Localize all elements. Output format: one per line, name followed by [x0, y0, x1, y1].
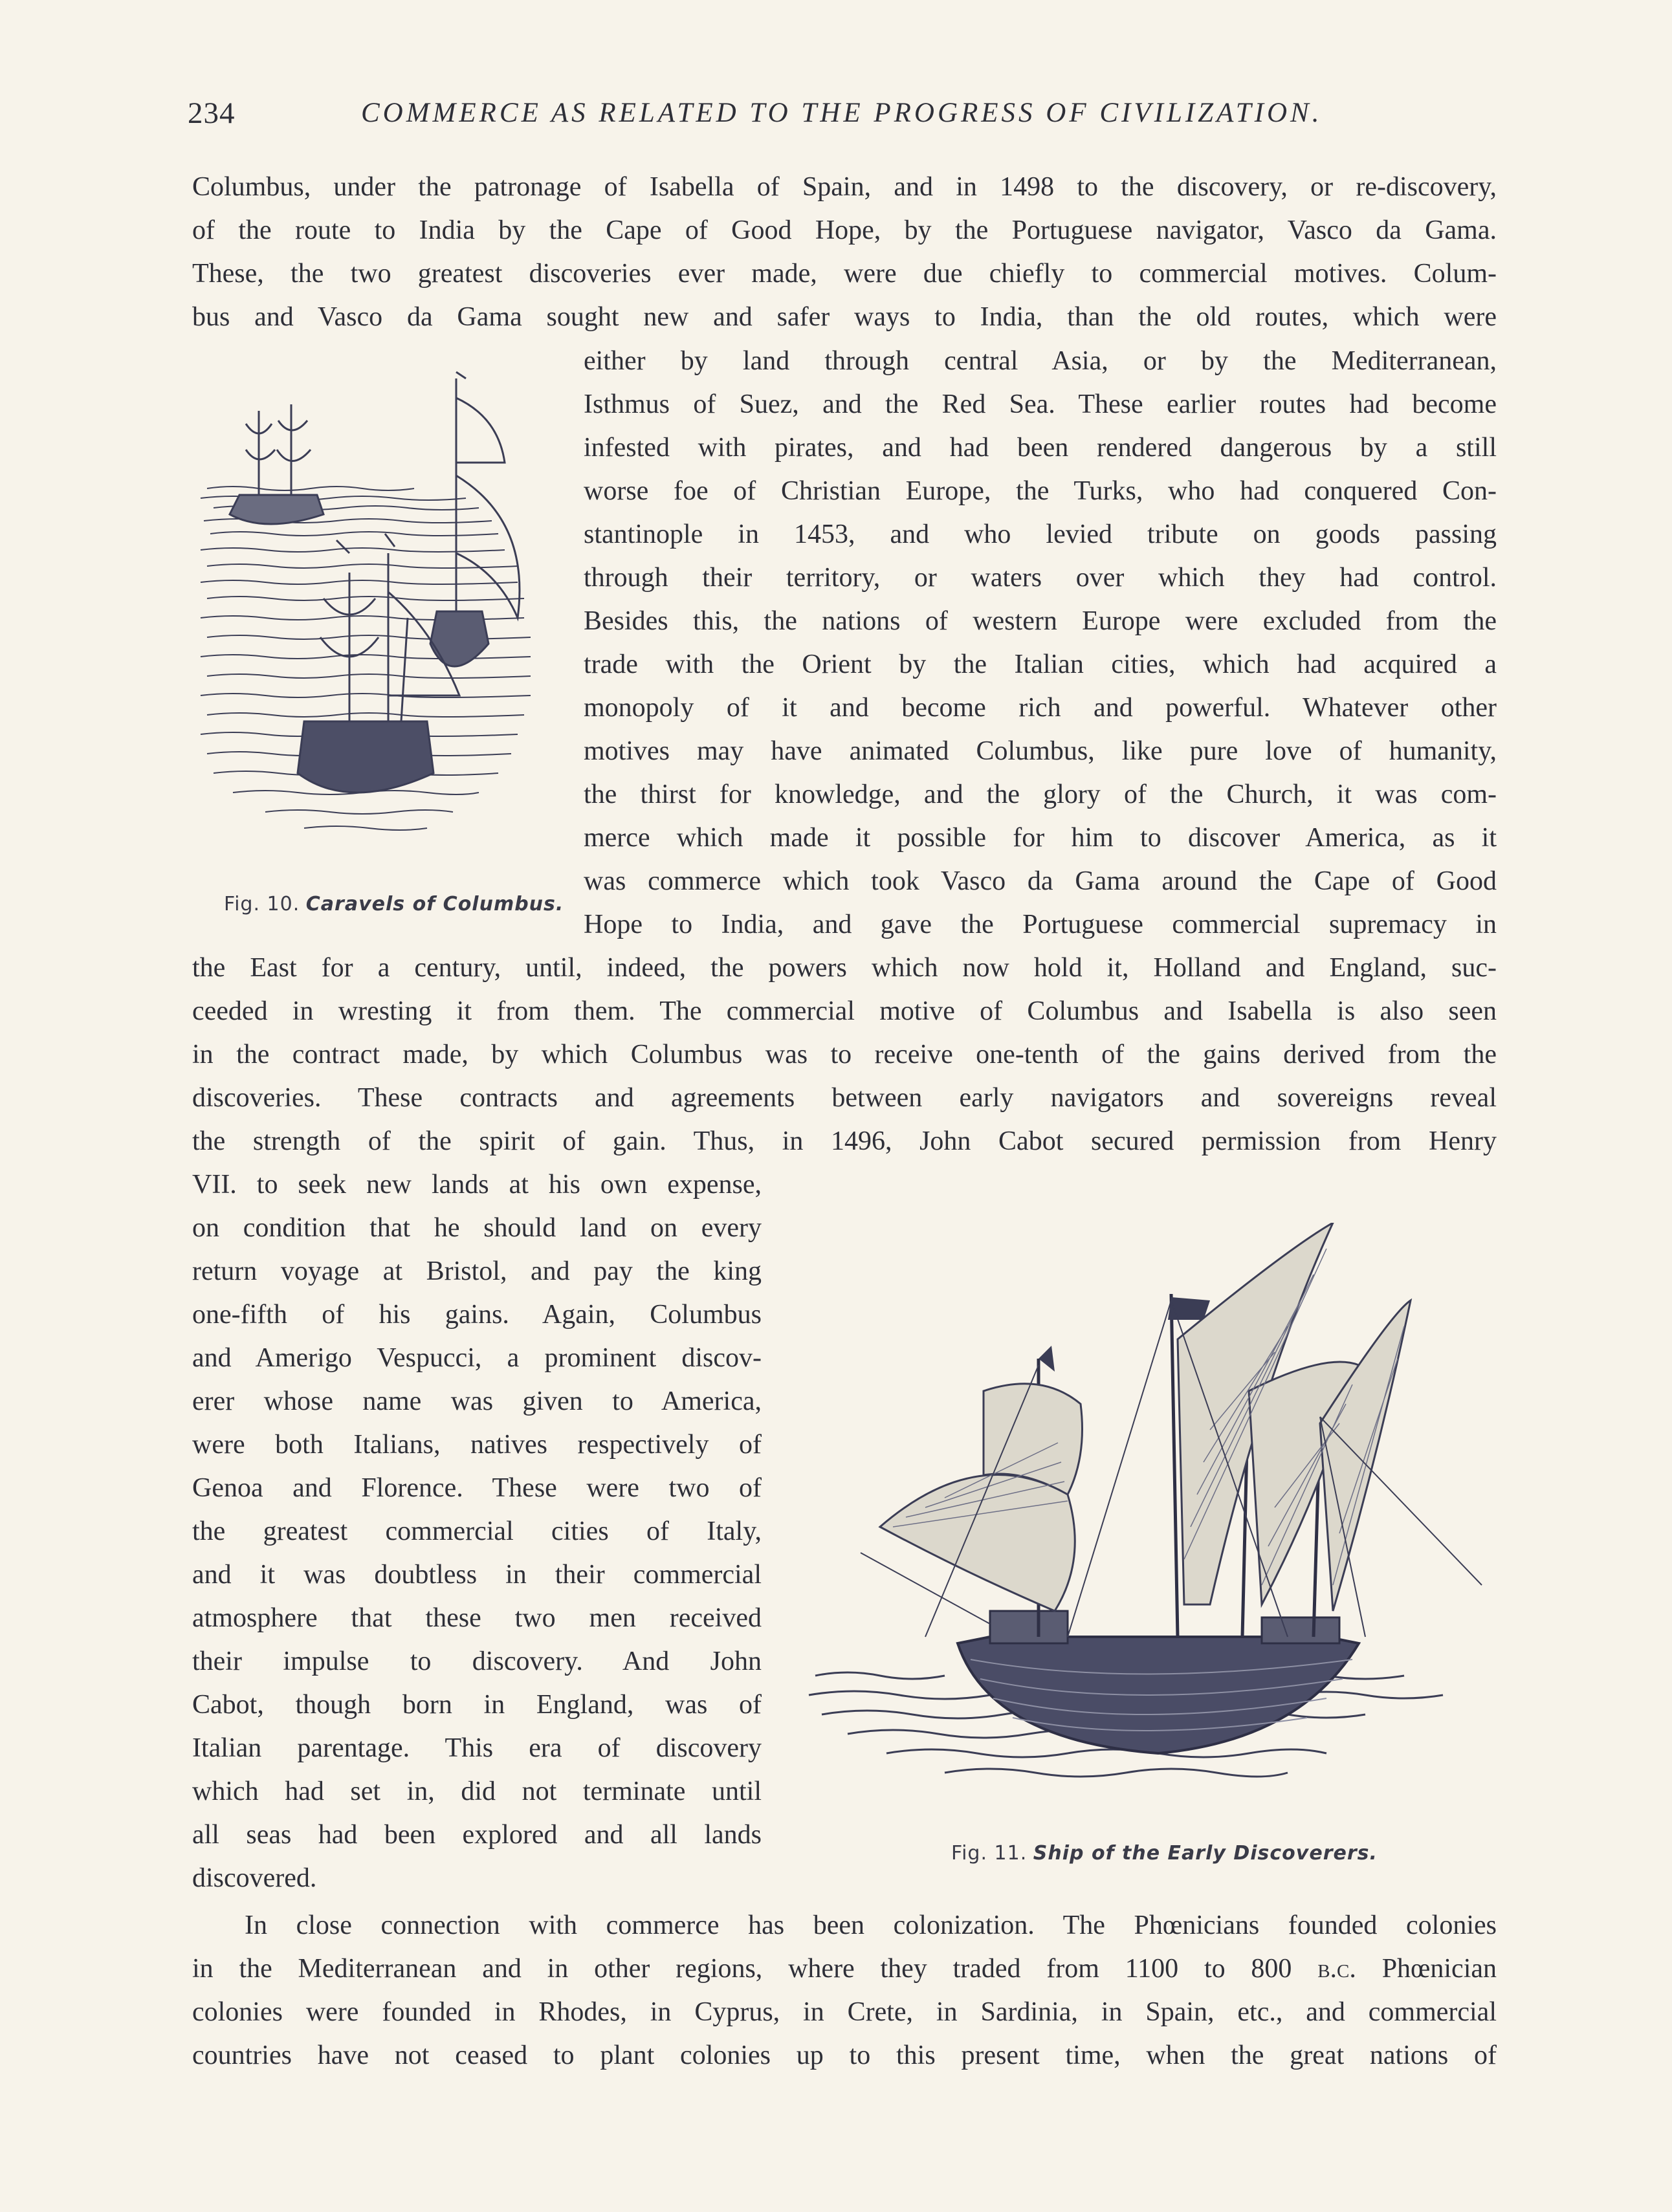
text-line: the strength of the spirit of gain. Thus, in 1496, John Cabot secured permission from Henry: [192, 1126, 1497, 1156]
text-line: Cabot, though born in England, was of: [192, 1690, 762, 1720]
text-line: Hope to India, and gave the Portuguese commercial supremacy in: [584, 910, 1497, 939]
figure-10-caption: [224, 893, 564, 915]
figure-caravels-of-columbus: [194, 359, 556, 890]
text-line: which had set in, did not terminate until: [192, 1777, 762, 1806]
text-line: These, the two greatest discoveries ever made, were due chiefly to commercial motives. Colum-: [192, 259, 1497, 289]
figure-ship-of-early-discoverers: [796, 1223, 1501, 1805]
text-line: erer whose name was given to America,: [192, 1386, 762, 1416]
caravels-engraving: [194, 359, 556, 890]
text-line: one-fifth of his gains. Again, Columbus: [192, 1300, 762, 1330]
text-line: through their territory, or waters over which they had control.: [584, 563, 1497, 593]
figure-10-number: Fig. 10.: [224, 893, 300, 915]
text-line: in the contract made, by which Columbus was to receive one-tenth of the gains derived from the: [192, 1040, 1497, 1069]
text-line: and Amerigo Vespucci, a prominent discov-: [192, 1343, 762, 1373]
text-line: the greatest commercial cities of Italy,: [192, 1517, 762, 1546]
text-line: colonies were founded in Rhodes, in Cyprus, in Crete, in Sardinia, in Spain, etc., and commercial: [192, 1997, 1497, 2027]
ship-engraving: [796, 1223, 1501, 1805]
text-line: were both Italians, natives respectively of: [192, 1430, 762, 1460]
text-fragment: in the Mediterranean and in other regions, where they traded from 1100 to 800: [192, 1954, 1292, 1984]
text-line: the East for a century, until, indeed, the powers which now hold it, Holland and England, suc-: [192, 953, 1497, 983]
text-line: stantinople in 1453, and who levied tribute on goods passing: [584, 520, 1497, 549]
text-line: Isthmus of Suez, and the Red Sea. These earlier routes had become: [584, 389, 1497, 419]
text-line: Italian parentage. This era of discovery: [192, 1733, 762, 1763]
text-line: atmosphere that these two men received: [192, 1603, 762, 1633]
text-fragment: Phœnician: [1356, 1954, 1497, 1984]
text-line: bus and Vasco da Gama sought new and safer ways to India, than the old routes, which were: [192, 302, 1497, 332]
text-line: Columbus, under the patronage of Isabella of Spain, and in 1498 to the discovery, or re-discovery,: [192, 172, 1497, 202]
text-line: return voyage at Bristol, and pay the king: [192, 1256, 762, 1286]
figure-11-number: Fig. 11.: [951, 1842, 1028, 1865]
text-line: the thirst for knowledge, and the glory of the Church, it was com-: [584, 780, 1497, 809]
text-line: was commerce which took Vasco da Gama around the Cape of Good: [584, 866, 1497, 896]
text-line: In close connection with commerce has been colonization. The Phœnicians founded colonies: [245, 1911, 1497, 1940]
text-line: either by land through central Asia, or by the Mediterranean,: [584, 346, 1497, 376]
text-line: merce which made it possible for him to discover America, as it: [584, 823, 1497, 853]
text-line: VII. to seek new lands at his own expense,: [192, 1170, 762, 1199]
figure-11-caption: [951, 1842, 1378, 1865]
text-line: all seas had been explored and all lands: [192, 1820, 762, 1850]
text-line: Besides this, the nations of western Europe were excluded from the: [584, 606, 1497, 636]
running-title: COMMERCE AS RELATED TO THE PROGRESS OF CIVILIZATION.: [361, 98, 1323, 128]
text-line: monopoly of it and become rich and powerful. Whatever other: [584, 693, 1497, 723]
text-line: their impulse to discovery. And John: [192, 1647, 762, 1676]
text-line: on condition that he should land on every: [192, 1213, 762, 1243]
text-line: Genoa and Florence. These were two of: [192, 1473, 762, 1503]
text-line: and it was doubtless in their commercial: [192, 1560, 762, 1590]
text-line: of the route to India by the Cape of Good Hope, by the Portuguese navigator, Vasco da Gama.: [192, 215, 1497, 245]
text-line: discoveries. These contracts and agreements between early navigators and sovereigns reveal: [192, 1083, 1497, 1113]
text-line: countries have not ceased to plant colonies up to this present time, when the great nations of: [192, 2041, 1497, 2070]
text-line: discovered.: [192, 1863, 317, 1893]
running-header: [188, 96, 1501, 141]
text-line: [192, 1955, 1497, 1982]
text-line: motives may have animated Columbus, like pure love of humanity,: [584, 736, 1497, 766]
figure-10-title: Caravels of Columbus.: [305, 893, 564, 915]
era-abbreviation: b.c.: [1317, 1954, 1356, 1984]
page-number: 234: [188, 96, 236, 130]
text-line: trade with the Orient by the Italian cities, which had acquired a: [584, 650, 1497, 679]
text-line: infested with pirates, and had been rendered dangerous by a still: [584, 433, 1497, 463]
text-line: worse foe of Christian Europe, the Turks, who had conquered Con-: [584, 476, 1497, 506]
text-line: ceeded in wresting it from them. The commercial motive of Columbus and Isabella is also seen: [192, 996, 1497, 1026]
figure-11-title: Ship of the Early Discoverers.: [1033, 1842, 1378, 1865]
